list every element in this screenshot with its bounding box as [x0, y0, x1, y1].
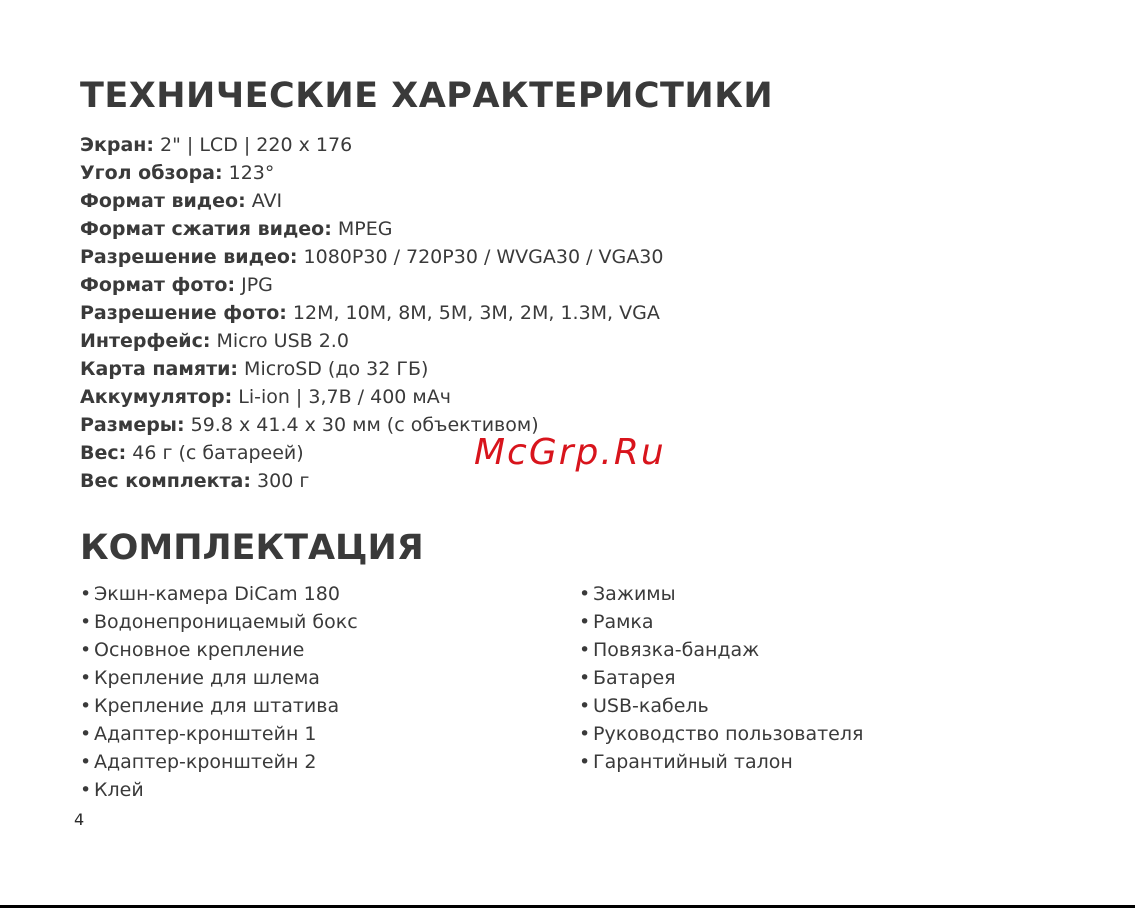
list-item-label: Рамка	[593, 611, 654, 633]
bullet-icon: •	[80, 779, 92, 801]
spec-label: Формат фото:	[80, 274, 236, 296]
bullet-icon: •	[579, 667, 591, 689]
list-item	[579, 636, 863, 664]
bullet-icon: •	[579, 695, 591, 717]
list-item	[80, 636, 358, 664]
list-item-label: Зажимы	[593, 583, 676, 605]
spec-label: Карта памяти:	[80, 358, 239, 380]
list-item-label: Крепление для штатива	[94, 695, 340, 717]
list-item	[579, 720, 863, 748]
list-item	[80, 720, 358, 748]
spec-row-view-angle	[80, 159, 663, 187]
list-item	[80, 608, 358, 636]
spec-label: Экран:	[80, 134, 154, 156]
list-item	[80, 692, 358, 720]
list-item	[579, 580, 863, 608]
spec-value: 46 г (с батареей)	[126, 442, 304, 464]
bullet-icon: •	[80, 695, 92, 717]
list-item	[579, 608, 863, 636]
bullet-icon: •	[579, 723, 591, 745]
bullet-icon: •	[80, 583, 92, 605]
spec-value: MicroSD (до 32 ГБ)	[238, 358, 429, 380]
list-item-label: Клей	[94, 779, 144, 801]
spec-value: JPG	[235, 274, 273, 296]
spec-row-video-format	[80, 187, 663, 215]
kit-list-right	[579, 580, 863, 776]
spec-label: Размеры:	[80, 414, 185, 436]
section-title-kit: КОМПЛЕКТАЦИЯ	[80, 528, 424, 568]
bullet-icon: •	[80, 751, 92, 773]
spec-row-interface	[80, 327, 663, 355]
spec-row-photo-resolution	[80, 299, 663, 327]
list-item	[579, 748, 863, 776]
spec-row-screen	[80, 131, 663, 159]
spec-label: Разрешение видео:	[80, 246, 298, 268]
list-item	[80, 776, 358, 804]
list-item-label: Водонепроницаемый бокс	[94, 611, 358, 633]
list-item-label: Руководство пользователя	[593, 723, 864, 745]
spec-value: 2" | LCD | 220 x 176	[154, 134, 353, 156]
spec-label: Разрешение фото:	[80, 302, 287, 324]
list-item-label: Батарея	[593, 667, 676, 689]
spec-value: MPEG	[331, 218, 393, 240]
list-item-label: Основное крепление	[94, 639, 305, 661]
spec-row-video-resolution	[80, 243, 663, 271]
list-item-label: Повязка-бандаж	[593, 639, 760, 661]
spec-row-video-compression	[80, 215, 663, 243]
list-item-label: Крепление для шлема	[94, 667, 320, 689]
spec-value: Li-ion | 3,7В / 400 мАч	[232, 386, 451, 408]
spec-row-battery	[80, 383, 663, 411]
list-item-label: Гарантийный талон	[593, 751, 793, 773]
spec-row-memory-card	[80, 355, 663, 383]
list-item-label: Адаптер-кронштейн 2	[94, 751, 317, 773]
spec-label: Вес комплекта:	[80, 470, 251, 492]
spec-label: Аккумулятор:	[80, 386, 233, 408]
kit-list-left	[80, 580, 358, 804]
list-item-label: Экшн-камера DiCam 180	[94, 583, 340, 605]
spec-value: 59.8 x 41.4 x 30 мм (с объективом)	[184, 414, 539, 436]
spec-label: Интерфейс:	[80, 330, 211, 352]
list-item-label: USB-кабель	[593, 695, 709, 717]
bullet-icon: •	[579, 751, 591, 773]
bullet-icon: •	[579, 583, 591, 605]
spec-value: 12M, 10M, 8M, 5M, 3M, 2M, 1.3M, VGA	[286, 302, 660, 324]
bullet-icon: •	[80, 723, 92, 745]
spec-label: Вес:	[80, 442, 127, 464]
page-title: ТЕХНИЧЕСКИЕ ХАРАКТЕРИСТИКИ	[80, 76, 774, 116]
watermark: McGrp.Ru	[474, 432, 666, 473]
list-item	[80, 580, 358, 608]
list-item	[80, 748, 358, 776]
list-item	[80, 664, 358, 692]
bullet-icon: •	[80, 639, 92, 661]
bullet-icon: •	[80, 611, 92, 633]
spec-value: 300 г	[250, 470, 310, 492]
list-item	[579, 664, 863, 692]
spec-row-photo-format	[80, 271, 663, 299]
spec-value: AVI	[245, 190, 283, 212]
spec-label: Угол обзора:	[80, 162, 223, 184]
spec-value: Micro USB 2.0	[210, 330, 349, 352]
spec-value: 1080P30 / 720P30 / WVGA30 / VGA30	[297, 246, 664, 268]
bullet-icon: •	[579, 611, 591, 633]
spec-label: Формат видео:	[80, 190, 246, 212]
spec-value: 123°	[222, 162, 275, 184]
list-item	[579, 692, 863, 720]
list-item-label: Адаптер-кронштейн 1	[94, 723, 317, 745]
bullet-icon: •	[579, 639, 591, 661]
page-number: 4	[74, 810, 85, 829]
spec-label: Формат сжатия видео:	[80, 218, 332, 240]
bullet-icon: •	[80, 667, 92, 689]
